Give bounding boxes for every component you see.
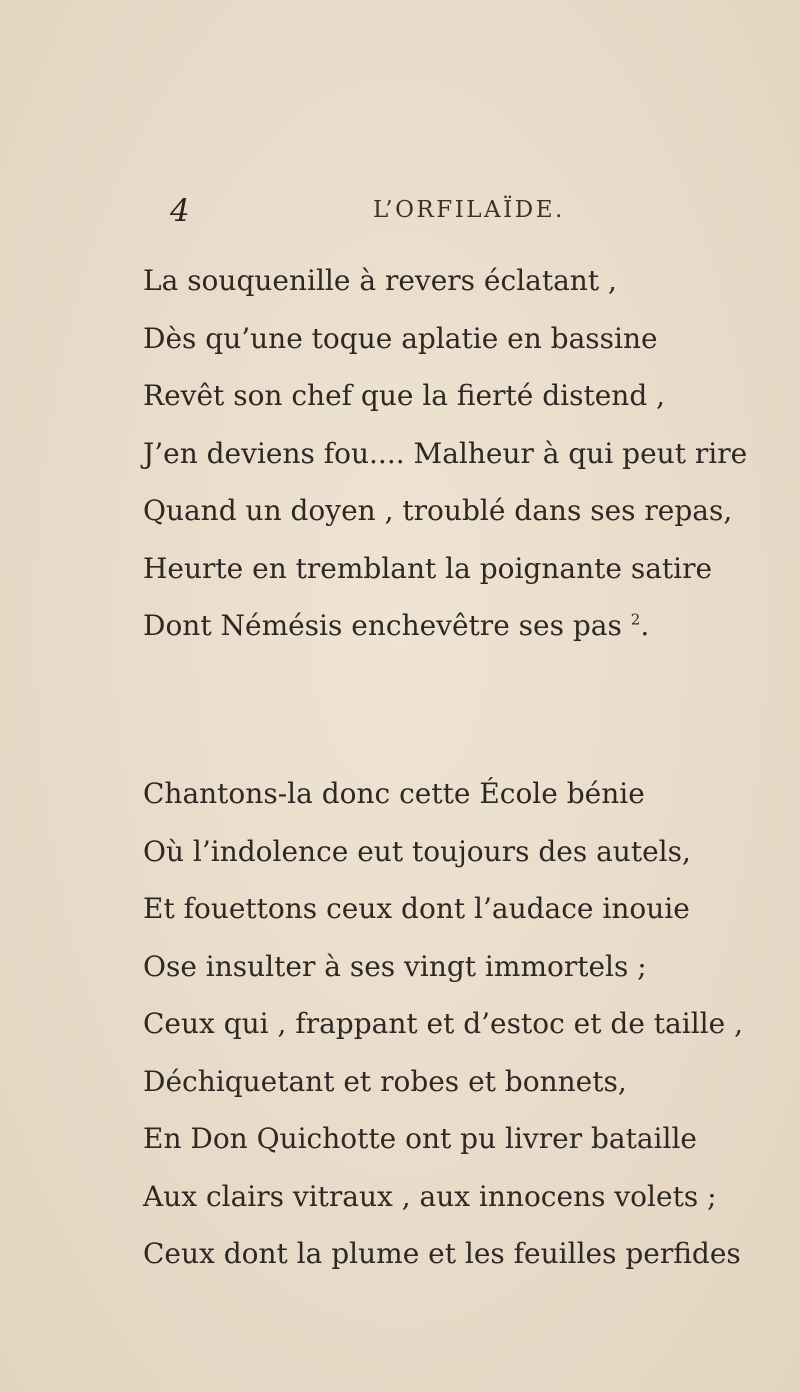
verse-line-last xyxy=(143,597,747,655)
verse-line: Revêt son chef que la fierté distend , xyxy=(143,379,666,412)
verse-line: Ceux dont la plume et les feuilles perfides xyxy=(143,1237,741,1270)
page-header xyxy=(0,193,800,233)
verse-line: Ose insulter à ses vingt immortels ; xyxy=(143,949,647,983)
verse-line: Où l’indolence eut toujours des autels, xyxy=(143,834,691,868)
stanza-1 xyxy=(143,252,747,655)
verse-line: En Don Quichotte ont pu livrer bataille xyxy=(143,1122,697,1155)
footnote-reference: 2 xyxy=(630,610,641,629)
stanza-2 xyxy=(143,765,743,1283)
verse-line: J’en deviens fou.... Malheur à qui peut rire xyxy=(143,436,748,470)
verse-line: Heurte en tremblant la poignante satire xyxy=(143,551,713,585)
verse-text: Dont Némésis enchevêtre ses pas xyxy=(143,609,622,642)
verse-line: Dès qu’une toque aplatie en bassine xyxy=(143,321,658,355)
page-number: 4 xyxy=(170,193,190,229)
verse-line: Aux clairs vitraux , aux innocens volets ; xyxy=(143,1179,717,1213)
verse-line: Et fouettons ceux dont l’audace inouie xyxy=(143,892,690,925)
verse-line: La souquenille à revers éclatant , xyxy=(143,264,617,297)
verse-line: Quand un doyen , troublé dans ses repas, xyxy=(143,494,733,527)
verse-line: Ceux qui , frappant et d’estoc et de taille , xyxy=(143,1007,743,1040)
verse-line: Chantons-la donc cette École bénie xyxy=(143,777,645,810)
running-title: L’ORFILAÏDE. xyxy=(373,197,565,223)
verse-line: Déchiquetant et robes et bonnets, xyxy=(143,1064,627,1098)
verse-punctuation: . xyxy=(640,609,650,642)
